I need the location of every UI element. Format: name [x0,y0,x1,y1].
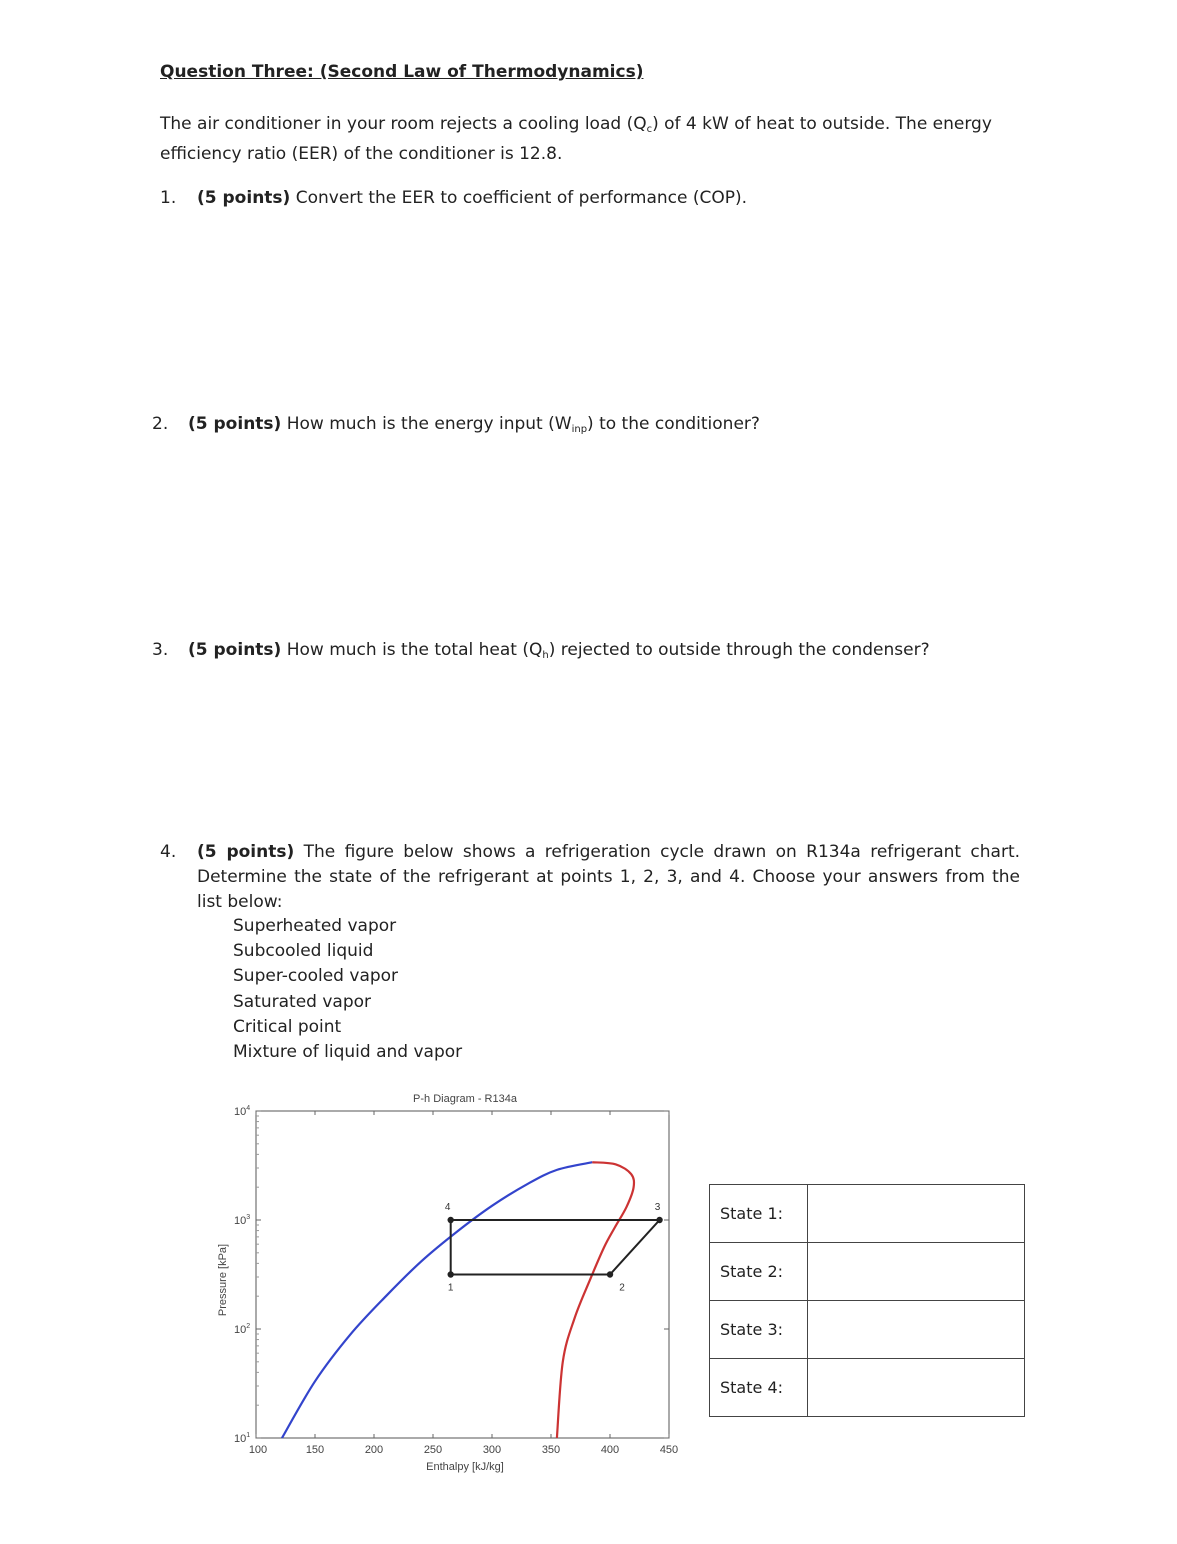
x-tick-label: 300 [482,1444,502,1456]
option-item: Superheated vapor [233,916,397,936]
cycle-point [448,1217,454,1223]
cycle-path [451,1220,660,1275]
question-text: How much is the energy input (W [286,414,572,434]
question-number: 2. [152,414,169,434]
question-text: The figure below shows a refrigeration cycle drawn on R134a refrigerant chart. Determine the state of the refrigerant at points 1, 2, 3, and 4. Choose your answers from the list below: [197,842,1021,912]
question-text: How much is the total heat (Q [286,640,543,660]
state-answer-cell[interactable] [808,1301,1025,1359]
cycle-point-label: 2 [619,1282,625,1294]
question-points: (5 points) [188,640,282,660]
option-item: Mixture of liquid and vapor [233,1042,463,1063]
question-points: (5 points) [197,188,291,208]
question-text-end: ) to the conditioner? [587,414,760,434]
cycle-point-label: 4 [444,1202,451,1213]
cycle-point [656,1217,662,1223]
option-item: Critical point [233,1016,342,1037]
table-row [710,1301,1025,1359]
question-sub: h [542,650,549,661]
state-answer-cell[interactable] [808,1243,1025,1301]
question-number: 3. [152,640,169,660]
x-tick-label: 250 [423,1444,443,1456]
question-points: (5 points) [188,414,282,434]
series-layer [282,1162,634,1438]
question-sub: inp [571,424,588,435]
intro-sub: c [646,124,653,135]
y-tick-label: $10^3$ [234,1214,251,1227]
question-text-end: ) rejected to outside through the condenser? [548,640,930,660]
x-axis-label: Enthalpy [kJ/kg] [426,1461,504,1473]
intro-text-a: The air conditioner in your room rejects a cooling load (Q [160,114,647,134]
cycle-point [448,1271,454,1277]
x-tick-label: 450 [659,1444,679,1456]
saturated-vapor-curve [557,1162,634,1438]
y-axis-label: Pressure [kPa] [217,1243,229,1317]
x-tick-label: 150 [305,1444,325,1456]
question-points: (5 points) [197,842,295,862]
y-tick-label: $10^4$ [234,1105,251,1118]
question-text: Convert the EER to coefficient of performance (COP). [295,188,748,208]
cycle-point-label: 3 [654,1202,661,1213]
state-label: State 2: [710,1243,808,1301]
state-answer-cell[interactable] [808,1359,1025,1417]
x-tick-label: 200 [364,1444,384,1456]
state-label: State 4: [710,1359,808,1417]
cycle-point [607,1271,613,1277]
option-item: Super-cooled vapor [233,966,399,987]
saturated-liquid-curve [282,1162,592,1438]
y-tick-label: $10^1$ [234,1432,251,1445]
table-row [710,1359,1025,1417]
state-answer-cell[interactable] [808,1185,1025,1243]
table-row [710,1243,1025,1301]
x-tick-label: 400 [600,1444,620,1456]
y-tick-label: $10^2$ [234,1323,251,1336]
state-label: State 1: [710,1185,808,1243]
question-number: 1. [160,188,177,208]
table-row [710,1185,1025,1243]
x-tick-label: 100 [248,1444,268,1456]
option-item: Saturated vapor [233,991,372,1012]
states-table [709,1184,1025,1417]
state-label: State 3: [710,1301,808,1359]
question-number: 4. [160,842,177,862]
chart-title: P-h Diagram - R134a [413,1093,517,1105]
option-item: Subcooled liquid [233,941,374,962]
intro-text-b: ) of 4 kW of heat to outside. The energy efficiency ratio (EER) of the conditioner is 12.8. [160,114,992,164]
x-ticks [249,1111,678,1456]
cycle-point-label: 1 [447,1282,454,1294]
page-title: Question Three: (Second Law of Thermodynamics) [160,62,644,82]
x-tick-label: 350 [541,1444,561,1456]
